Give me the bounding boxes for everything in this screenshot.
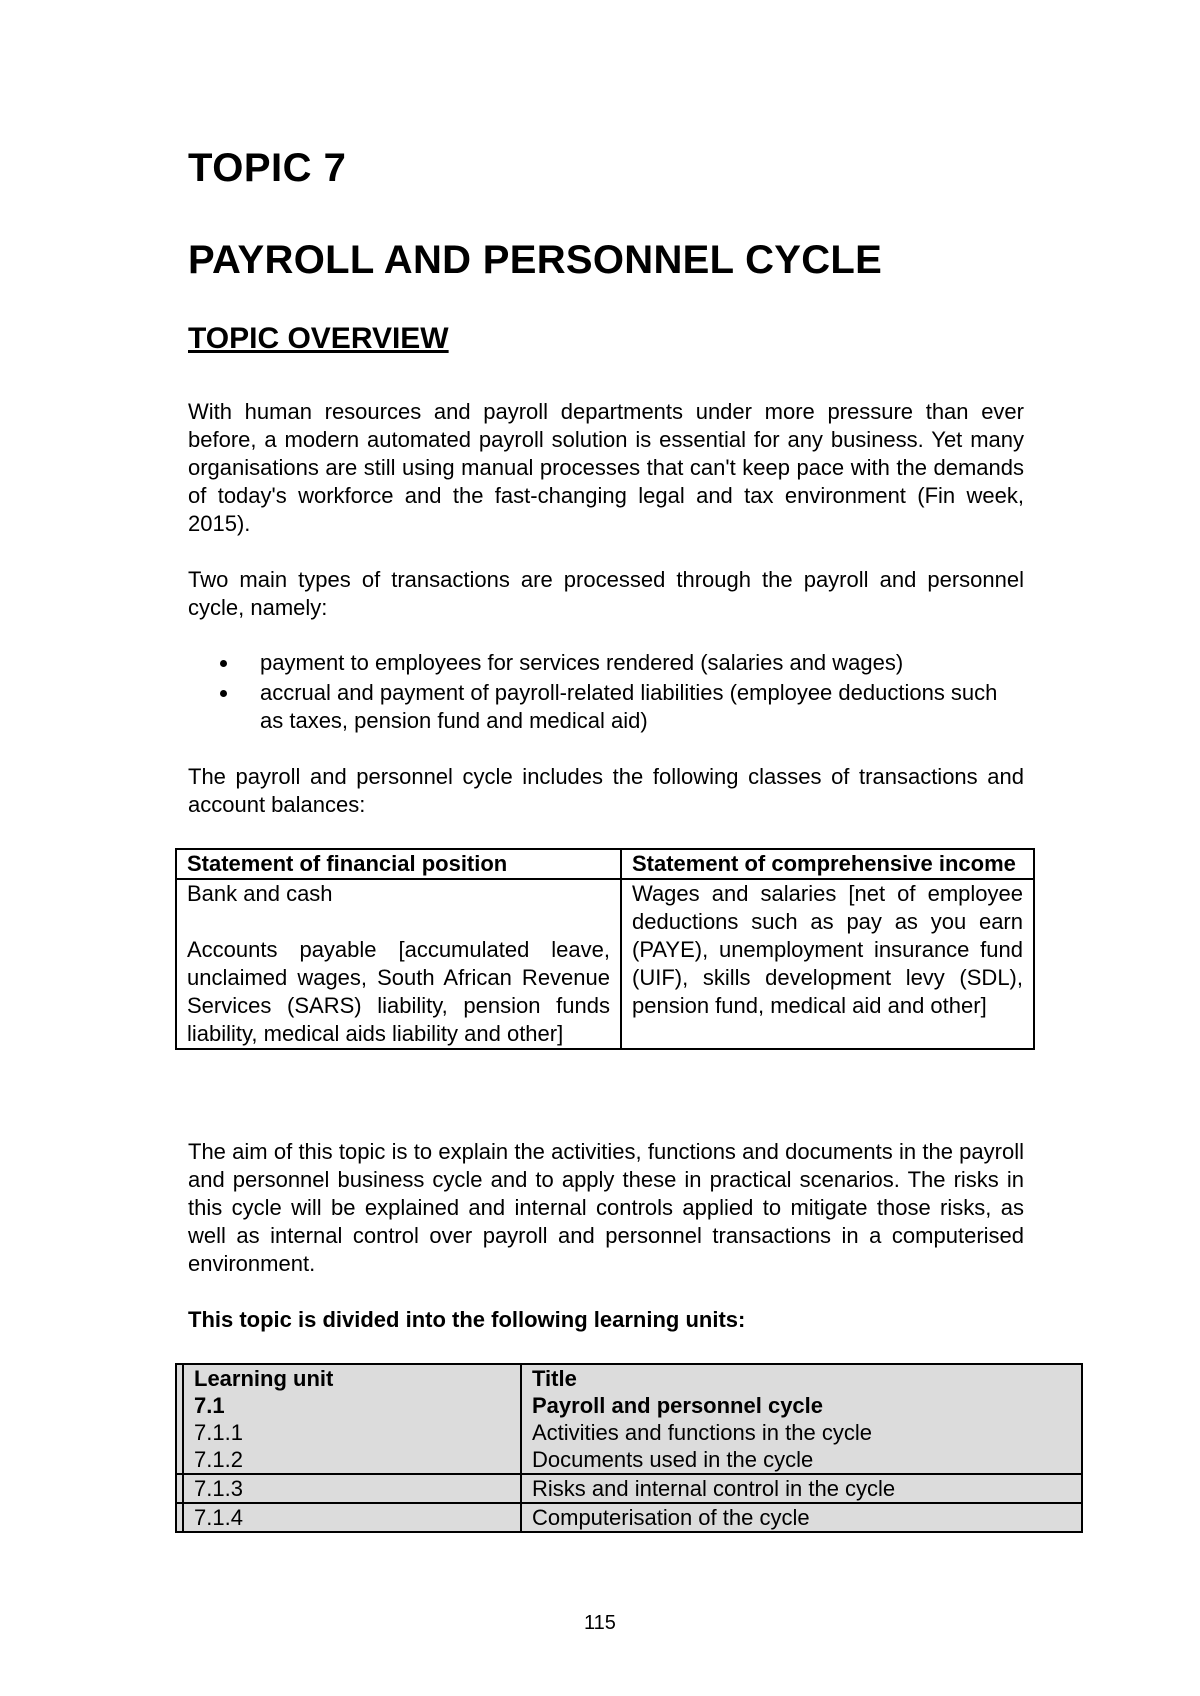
account-classes-table (175, 848, 1035, 1050)
unit-number: 7.1.1 (183, 1419, 521, 1446)
table-header-row (176, 849, 1034, 879)
transaction-types-paragraph: Two main types of transactions are processed through the payroll and personnel cycle, namely: (188, 567, 1024, 620)
bullet-icon (220, 660, 227, 667)
topic-overview-heading: TOPIC OVERVIEW (188, 322, 449, 355)
comprehensive-income-cell: Wages and salaries [net of employee deductions such as pay as you earn (PAYE), unemployment insurance fund (UIF), skills development levy (SDL), pension fund, medical aid and other] (621, 879, 1034, 1049)
unit-number: 7.1.3 (183, 1474, 521, 1503)
table-row (176, 1419, 1082, 1446)
learning-unit-header: Learning unit (183, 1364, 521, 1392)
title-header: Title (521, 1364, 1082, 1392)
learning-units-table (175, 1363, 1083, 1533)
unit-title: Risks and internal control in the cycle (521, 1474, 1082, 1503)
page-number: 115 (584, 1612, 616, 1634)
table-row (176, 1446, 1082, 1474)
unit-number: 7.1 (183, 1392, 521, 1419)
list-item-text: payment to employees for services rendered (salaries and wages) (260, 650, 904, 675)
comprehensive-income-header: Statement of comprehensive income (621, 849, 1034, 879)
intro-paragraph: With human resources and payroll departments under more pressure than ever before, a modern automated payroll solution is essential for any business. Yet many organisations are still using manual processes that can't keep pace with the demands of today's workforce and the fast-changing legal and tax environment (Fin week, 2015). (188, 399, 1024, 536)
learning-units-intro: This topic is divided into the following learning units: (188, 1307, 746, 1332)
financial-position-header: Statement of financial position (176, 849, 621, 879)
table-row (176, 1474, 1082, 1503)
table-row (176, 1392, 1082, 1419)
aim-paragraph: The aim of this topic is to explain the activities, functions and documents in the payroll and personnel business cycle and to apply these in practical scenarios. The risks in this cycle will be explained and internal controls applied to mitigate those risks, as well as internal control over payroll and personnel transactions in a computerised environment. (188, 1139, 1024, 1276)
financial-position-cell (176, 879, 621, 1049)
topic-number-heading: TOPIC 7 (188, 146, 347, 190)
unit-number: 7.1.2 (183, 1446, 521, 1474)
unit-title: Computerisation of the cycle (521, 1503, 1082, 1532)
accounts-payable-text: Accounts payable [accumulated leave, unclaimed wages, South African Revenue Services (SARS) liability, pension funds liability, medical aids liability and other] (187, 937, 610, 1046)
topic-title-heading: PAYROLL AND PERSONNEL CYCLE (188, 238, 883, 282)
list-item-text: accrual and payment of payroll-related liabilities (employee deductions such as taxes, pension fund and medical aid) (260, 680, 998, 733)
transaction-types-list (188, 649, 1024, 737)
table-row (176, 879, 1034, 1049)
table-row (176, 1503, 1082, 1532)
list-item (188, 649, 1024, 677)
bank-and-cash-text: Bank and cash (187, 881, 333, 906)
list-item (188, 679, 1024, 735)
unit-title: Activities and functions in the cycle (521, 1419, 1082, 1446)
unit-title: Payroll and personnel cycle (521, 1392, 1082, 1419)
bullet-icon (220, 690, 227, 697)
classes-paragraph: The payroll and personnel cycle includes the following classes of transactions and account balances: (188, 764, 1024, 817)
table-header-row (176, 1364, 1082, 1392)
unit-title: Documents used in the cycle (521, 1446, 1082, 1474)
unit-number: 7.1.4 (183, 1503, 521, 1532)
